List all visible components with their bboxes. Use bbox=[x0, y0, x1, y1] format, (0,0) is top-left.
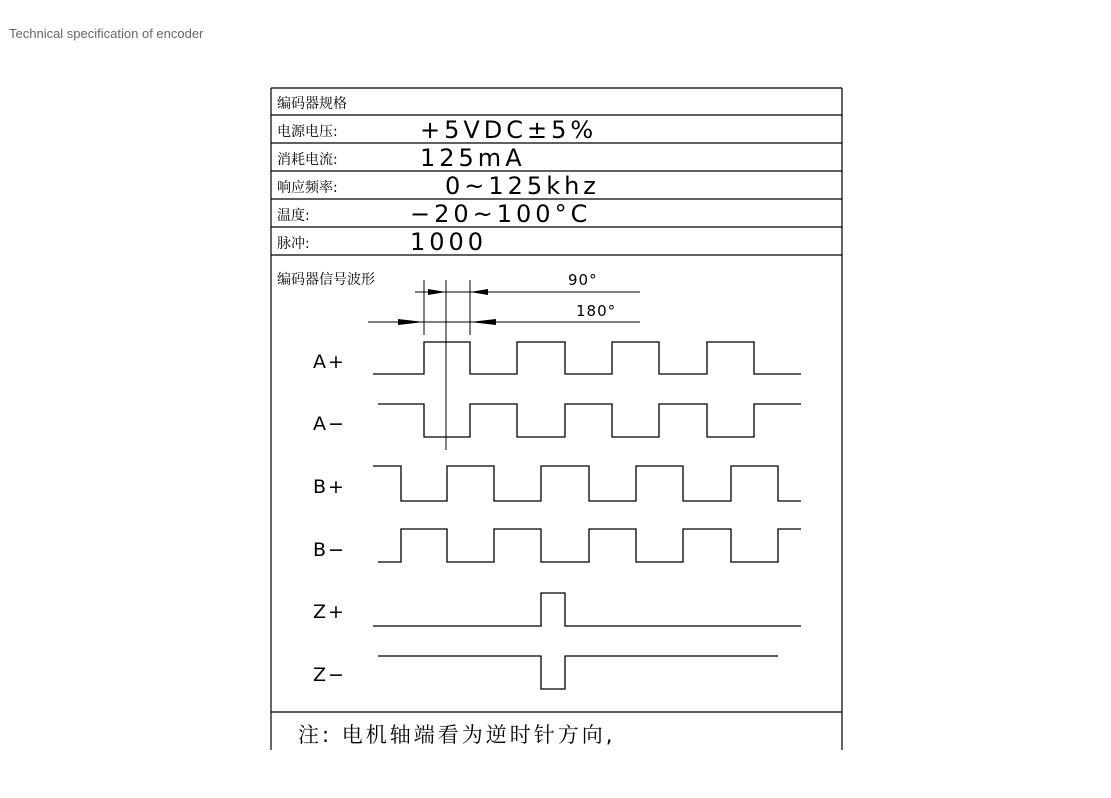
waveform-a-plus bbox=[373, 342, 801, 374]
waveform-b-minus bbox=[378, 529, 801, 562]
spec-value-voltage: +5VDC±5% bbox=[420, 116, 598, 144]
signal-label-b-plus: B+ bbox=[313, 476, 346, 498]
spec-value-pulse: 1000 bbox=[410, 228, 488, 256]
waveform-title: 编码器信号波形 bbox=[277, 272, 375, 288]
spec-table-title: 编码器规格 bbox=[277, 96, 347, 112]
spec-label-temperature: 温度: bbox=[277, 208, 310, 224]
signal-label-a-minus: A− bbox=[313, 413, 346, 435]
signal-label-b-minus: B− bbox=[313, 539, 346, 561]
signal-label-z-minus: Z− bbox=[313, 664, 346, 686]
spec-label-frequency: 响应频率: bbox=[277, 180, 338, 196]
spec-label-current: 消耗电流: bbox=[277, 152, 338, 168]
waveform-z-minus bbox=[378, 656, 778, 689]
waveform-a-minus bbox=[378, 404, 801, 437]
signal-label-z-plus: Z+ bbox=[313, 601, 346, 623]
dimension-arrows bbox=[398, 289, 496, 325]
waveform-b-plus bbox=[373, 466, 801, 501]
waveform-z-plus bbox=[373, 593, 801, 626]
spec-value-current: 125mA bbox=[420, 144, 526, 172]
angle-90-label: 90° bbox=[568, 271, 598, 289]
angle-180-label: 180° bbox=[576, 302, 617, 320]
page-caption: Technical specification of encoder bbox=[9, 26, 204, 41]
spec-value-temperature: −20~100°C bbox=[410, 200, 592, 228]
spec-value-frequency: 0~125khz bbox=[445, 172, 600, 200]
spec-label-voltage: 电源电压: bbox=[277, 124, 338, 140]
signal-label-a-plus: A+ bbox=[313, 351, 346, 373]
direction-note: 注: 电机轴端看为逆时针方向, bbox=[298, 723, 616, 747]
spec-label-pulse: 脉冲: bbox=[277, 236, 310, 252]
